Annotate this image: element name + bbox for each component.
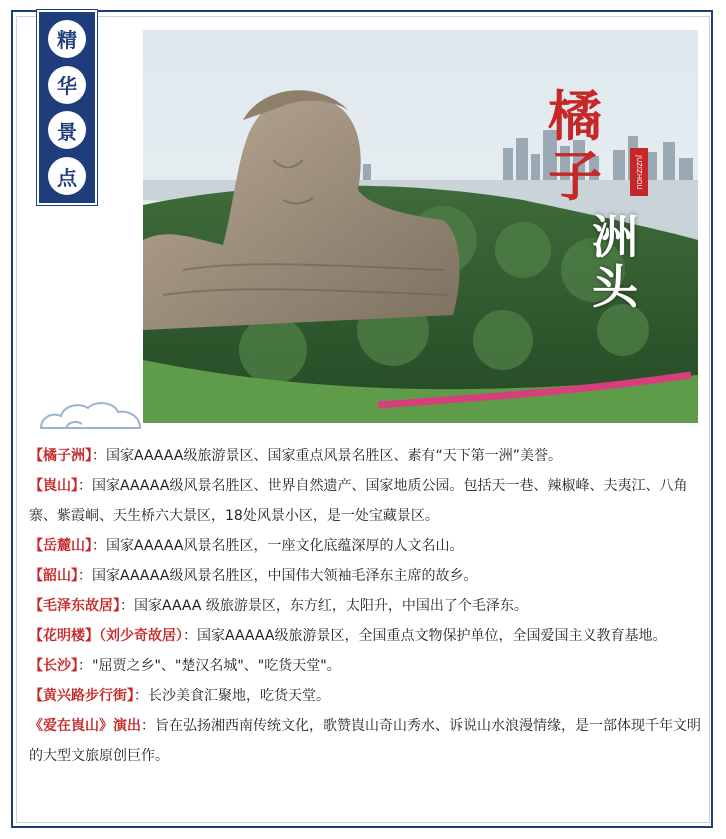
attraction-text: ：国家AAAAA级风景名胜区，中国伟大领袖毛泽东主席的故乡。: [78, 568, 478, 584]
badge-char: 景: [48, 111, 86, 149]
attraction-text: ："屈贾之乡"、"楚汉名城"、"吃货天堂"。: [78, 658, 341, 674]
title-char: 洲: [592, 210, 638, 264]
attraction-label: 【黄兴路步行街】: [29, 688, 134, 704]
badge-char: 点: [48, 157, 86, 195]
attraction-label: 【韶山】: [29, 568, 78, 584]
attraction-item: [29, 591, 701, 621]
attraction-label: 【花明楼】（刘少奇故居）: [29, 628, 183, 644]
attraction-label: 【岳麓山】: [29, 538, 92, 554]
photo-stamp: JUZIZHOU: [630, 148, 648, 196]
attraction-item: [29, 711, 701, 771]
section-badge: [37, 10, 97, 205]
attraction-item: [29, 651, 701, 681]
attraction-label: 【长沙】: [29, 658, 78, 674]
title-char: 橘: [548, 84, 602, 148]
attraction-text: ：长沙美食汇聚地，吃货天堂。: [134, 688, 330, 704]
attraction-text: ：国家AAAAA级旅游景区，全国重点文物保护单位，全国爱国主义教育基地。: [183, 628, 667, 644]
attraction-item: [29, 561, 701, 591]
attraction-item: [29, 531, 701, 561]
attraction-text: ：国家AAAAA级旅游景区、国家重点风景名胜区、素有“天下第一洲”美誉。: [92, 448, 562, 464]
badge-char: 精: [48, 20, 86, 58]
title-char: 子: [548, 144, 602, 208]
title-char: 头: [592, 260, 638, 314]
attraction-text: ：国家AAAA 级旅游景区，东方红，太阳升，中国出了个毛泽东。: [120, 598, 528, 614]
attraction-item: [29, 621, 701, 651]
attraction-item: [29, 441, 701, 471]
cloud-decoration: [36, 398, 146, 432]
attraction-label: 【橘子洲】: [29, 448, 92, 464]
attraction-label: 《爱在崀山》演出: [29, 718, 141, 734]
attractions-list: [29, 441, 701, 771]
photo-title-top: [548, 86, 602, 206]
attraction-item: [29, 681, 701, 711]
attraction-text: ：国家AAAAA级风景名胜区、世界自然遗产、国家地质公园。包括天一巷、辣椒峰、夫夷江、八角寨、紫霞峒、天生桥六大景区，18处风景小区，是一处宝藏景区。: [29, 478, 688, 524]
attraction-label: 【毛泽东故居】: [29, 598, 120, 614]
attraction-text: ：旨在弘扬湘西南传统文化，歌赞崀山奇山秀水、诉说山水浪漫情缘，是一部体现千年文明的大型文旅原创巨作。: [29, 718, 701, 764]
attraction-label: 【崀山】: [29, 478, 78, 494]
attraction-text: ：国家AAAAA风景名胜区，一座文化底蕴深厚的人文名山。: [92, 538, 464, 554]
photo-title-bottom: [592, 212, 638, 312]
badge-char: 华: [48, 66, 86, 104]
attraction-item: [29, 471, 701, 531]
